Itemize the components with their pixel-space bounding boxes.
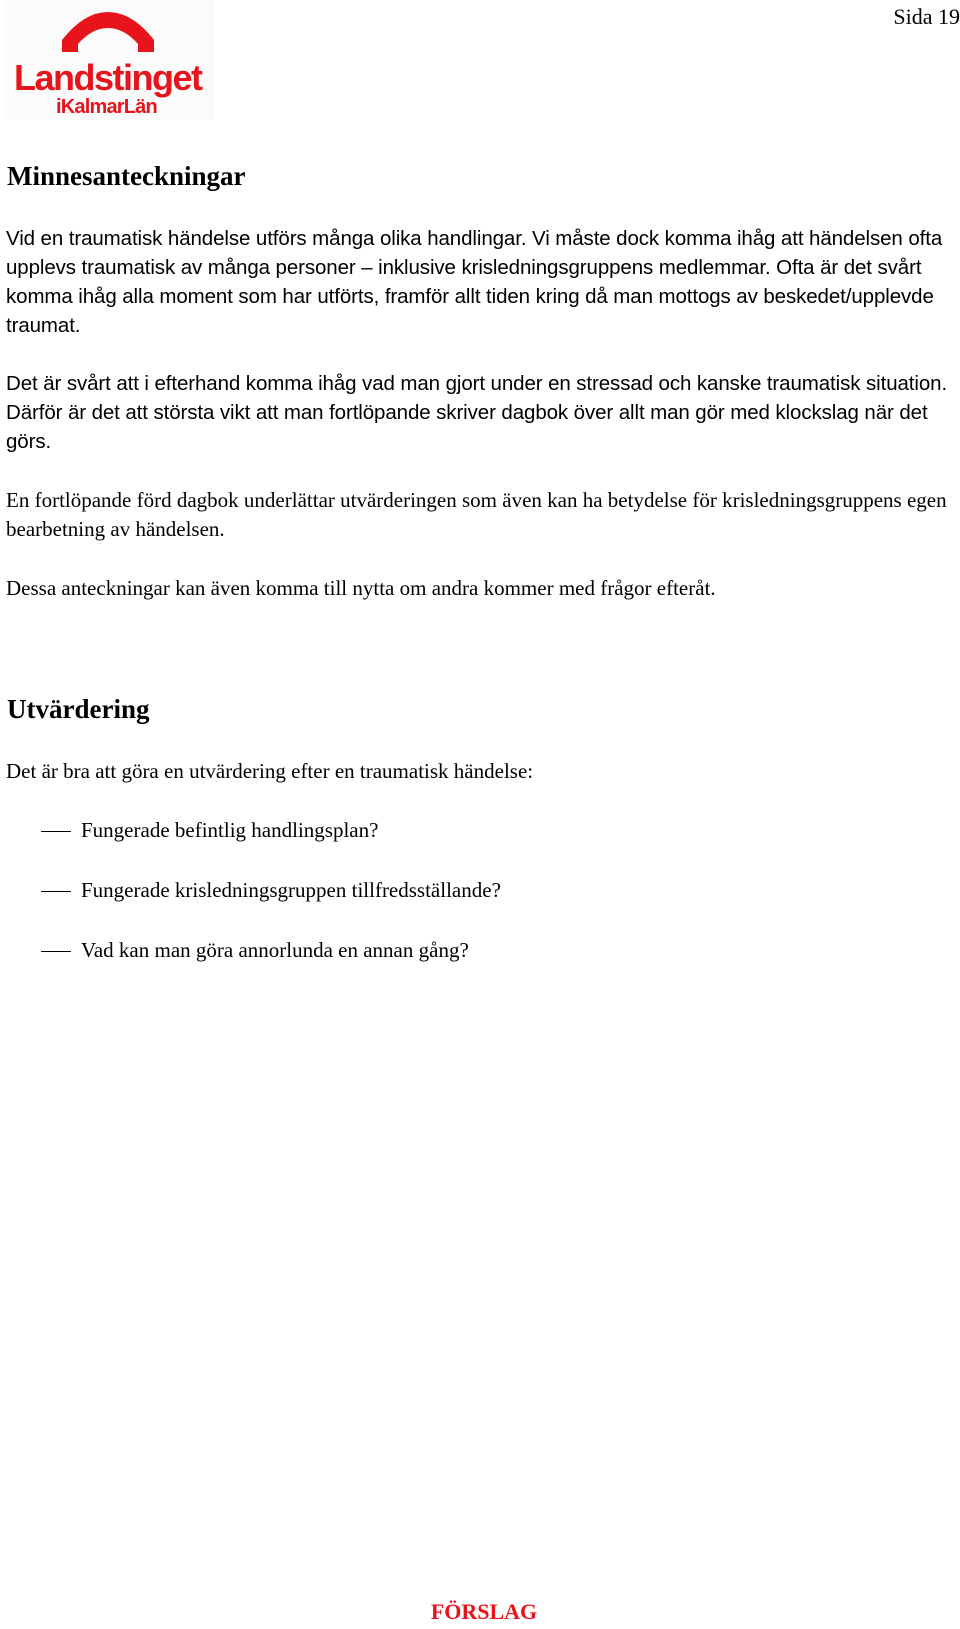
draft-label: FÖRSLAG xyxy=(430,1599,538,1624)
dash-bullet-icon xyxy=(41,951,71,953)
dash-bullet-icon xyxy=(41,891,71,893)
intro-text: Det är bra att göra en utvärdering efter en traumatisk händelse: xyxy=(6,759,534,783)
section-title-minnesanteckningar: Minnesanteckningar xyxy=(7,161,246,191)
list-item-text: Fungerade befintlig handlingsplan? xyxy=(81,818,379,842)
page-number: Sida 19 xyxy=(893,4,960,29)
paragraph: Dessa anteckningar kan även komma till nytta om andra kommer med frågor efteråt. xyxy=(6,576,716,600)
dash-bullet-icon xyxy=(41,831,71,833)
paragraph: Vid en traumatisk händelse utförs många olika handlingar. Vi måste dock komma ihåg att händelsen ofta upplevs traumatisk av många personer – inklusive krisledningsgruppens medlemmar. Ofta är det svårt komma ihåg alla moment som har utförts, framför allt tiden kring då man mottogs av beskedet/upplevde traumat. xyxy=(6,227,943,337)
svg-text:iKalmarLän: iKalmarLän xyxy=(56,96,157,118)
list-item-text: Vad kan man göra annorlunda en annan gång? xyxy=(81,938,469,962)
list-item xyxy=(41,936,469,965)
landstinget-logo xyxy=(4,0,214,120)
section-title-utvardering: Utvärdering xyxy=(7,694,150,724)
logo-graphic xyxy=(4,0,214,120)
list-item xyxy=(41,876,501,905)
paragraph: En fortlöpande förd dagbok underlättar utvärderingen som även kan ha betydelse för krisledningsgruppens egen bearbetning av händelsen. xyxy=(6,488,947,541)
list-item-text: Fungerade krisledningsgruppen tillfredsställande? xyxy=(81,878,501,902)
list-item xyxy=(41,816,378,845)
svg-text:Landstinget: Landstinget xyxy=(14,57,202,98)
paragraph: Det är svårt att i efterhand komma ihåg vad man gjort under en stressad och kanske traumatisk situation. Därför är det att största vikt att man fortlöpande skriver dagbok över allt man gör med klockslag när det görs. xyxy=(6,372,948,453)
